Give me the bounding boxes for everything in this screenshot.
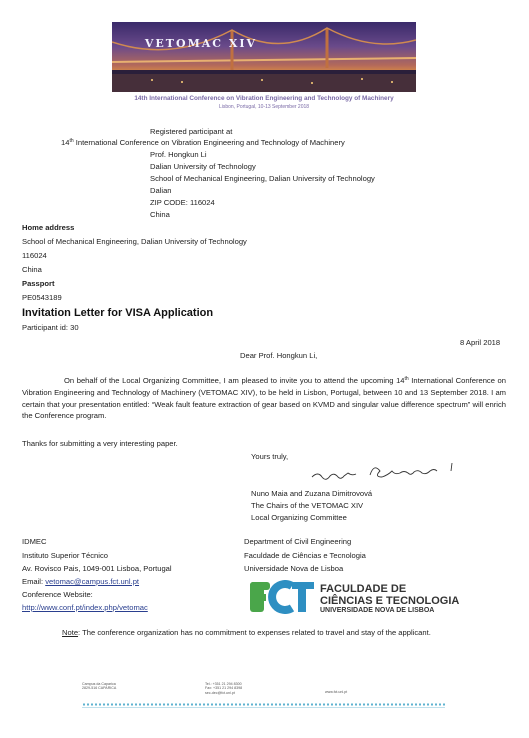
dept-university: Universidade Nova de Lisboa (244, 564, 344, 573)
footer-address (82, 682, 116, 691)
website-label: Conference Website: (22, 590, 93, 599)
home-address-line2: 116024 (22, 251, 47, 260)
footer-email: sec-dec@fct.unl.pt (205, 690, 235, 695)
idmec-address: Av. Rovisco Pais, 1049-001 Lisboa, Portugal (22, 564, 172, 573)
note-row (62, 628, 431, 638)
note-text: : The conference organization has no commitment to expenses related to travel and stay of the applicant. (78, 628, 431, 637)
lisbon-bridge-image (112, 22, 416, 92)
recipient-name: Prof. Hongkun Li (150, 150, 207, 159)
idmec-institute: Instituto Superior Técnico (22, 551, 108, 560)
bridge-illustration (112, 22, 416, 92)
committee-name: Local Organizing Committee (251, 513, 347, 522)
home-address-label: Home address (22, 223, 75, 232)
conference-name: International Conference on Vibration Engineering and Technology of Machinery (73, 138, 345, 147)
letter-body (22, 375, 506, 422)
dept-name: Department of Civil Engineering (244, 537, 352, 546)
idmec-name: IDMEC (22, 537, 47, 546)
fct-logo-mark (248, 580, 316, 614)
footer-address-line2: 2829-516 CAPARICA (82, 686, 117, 691)
dept-faculty: Faculdade de Ciências e Tecnologia (244, 551, 366, 560)
passport-label: Passport (22, 279, 55, 288)
closing: Yours truly, (251, 452, 289, 461)
banner-location-line: Lisbon, Portugal, 10-13 September 2018 (218, 104, 310, 110)
recipient-city: Dalian (150, 186, 172, 195)
body-part-2: International Conference on Vibration Engineering and Technology of Machinery (VETOMAC XIV), to be held in Lisbon, Portugal, between 10 and 13 September 2018. I am certain that your presentation entitled: “Weak fault feature extraction of gear based on KVMD and singular value difference spectrum” will enrich the Conference program. (22, 376, 506, 421)
recipient-institution: Dalian University of Technology (150, 162, 256, 171)
salutation: Dear Prof. Hongkun Li, (240, 351, 318, 360)
note-label: Note (62, 628, 79, 637)
registered-label: Registered participant at (150, 127, 233, 136)
recipient-conference (61, 138, 345, 148)
footer-fax: Fax: +351 21 294 8398 (205, 686, 243, 691)
letter-title: Invitation Letter for VISA Application (22, 307, 214, 319)
letter-date: 8 April 2018 (460, 338, 501, 347)
fct-logo-line3: UNIVERSIDADE NOVA DE LISBOA (320, 607, 435, 614)
email-label: Email: (22, 577, 46, 586)
idmec-email-row (22, 577, 139, 587)
thanks-line: Thanks for submitting a very interesting paper. (22, 439, 178, 448)
footer-contacts (205, 682, 242, 695)
banner-title: VETOMAC XIV (144, 37, 258, 50)
conference-ordinal: th (69, 138, 74, 144)
chairs-title: The Chairs of the VETOMAC XIV (251, 501, 364, 510)
fct-logo (248, 580, 460, 614)
recipient-school: School of Mechanical Engineering, Dalian University of Technology (150, 174, 375, 183)
fct-logo-line1: FACULDADE DE (320, 583, 407, 595)
conference-banner (112, 22, 416, 118)
handwritten-signature (310, 459, 460, 485)
home-address-line1: School of Mechanical Engineering, Dalian University of Technology (22, 237, 247, 246)
recipient-country: China (150, 210, 170, 219)
footer-tel: Tel.: +351 21 294 8300 (205, 682, 242, 686)
footer-rule (82, 707, 445, 708)
banner-conference-line: 14th International Conference on Vibration Engineering and Technology of Machinery (134, 95, 394, 102)
home-address-line3: China (22, 265, 42, 274)
website-link[interactable]: http://www.conf.pt/index.php/vetomac (22, 603, 148, 612)
signatories: Nuno Maia and Zuzana Dimitrovová (251, 489, 373, 498)
body-ordinal: th (404, 376, 409, 382)
footer-web: www.fct.unl.pt (325, 690, 348, 694)
footer-address-line1: Campus da Caparica (82, 682, 116, 686)
body-part-1: On behalf of the Local Organizing Committee, I am pleased to invite you to attend the upcoming 14 (64, 376, 405, 385)
footer-dotted-line (82, 703, 445, 706)
conference-number: 14 (61, 138, 70, 147)
participant-id: Participant id: 30 (22, 323, 79, 332)
email-link[interactable]: vetomac@campus.fct.unl.pt (45, 577, 140, 586)
fct-logo-line2: CIÊNCIAS E TECNOLOGIA (320, 595, 460, 607)
passport-number: PE0543189 (22, 293, 62, 302)
recipient-zip: ZIP CODE: 116024 (150, 198, 215, 207)
